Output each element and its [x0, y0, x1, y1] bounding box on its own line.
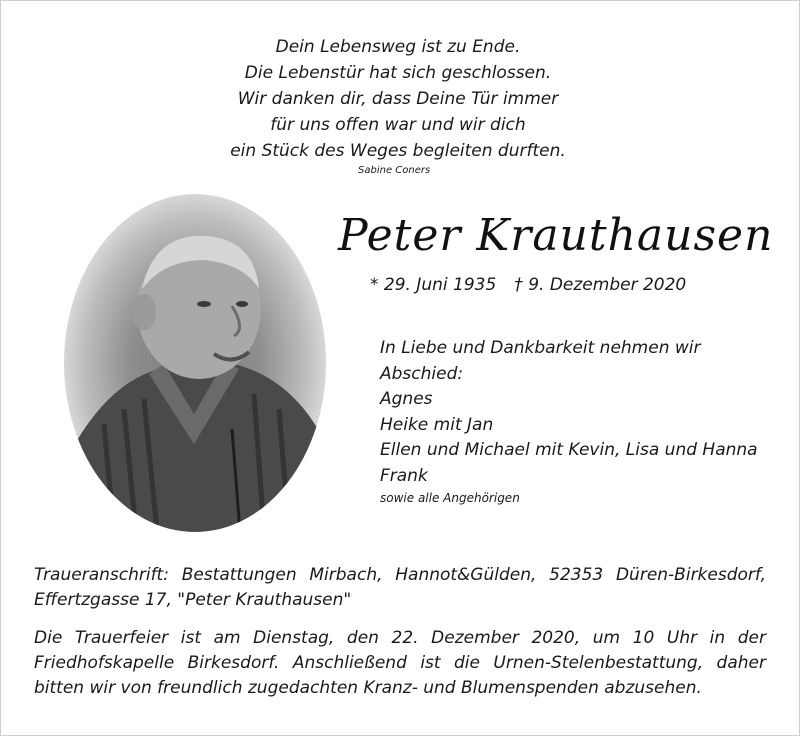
mourners-list [380, 336, 780, 489]
portrait-photo [64, 194, 326, 532]
funeral-address: Traueranschrift: Bestattungen Mirbach, Hannot&Gülden, 52353 Düren-Birkesdorf, Effertzgasse 17, "Peter Krauthausen" [34, 565, 766, 610]
death-date: † 9. Dezember 2020 [514, 275, 687, 295]
relatives-note: sowie alle Angehörigen [380, 491, 520, 505]
mourners-line: Heike mit Jan [380, 414, 494, 435]
mourners-line: Frank [380, 465, 428, 486]
birth-date: * 29. Juni 1935 [370, 275, 497, 295]
poem-line: Die Lebenstür hat sich geschlossen. [244, 63, 552, 83]
mourners-line: Abschied: [380, 363, 464, 384]
portrait-illustration [64, 194, 326, 532]
poem-line: Dein Lebensweg ist zu Ende. [275, 37, 521, 57]
poem-author: Sabine Coners [358, 165, 431, 176]
memorial-poem [0, 34, 796, 164]
mourners-line: In Liebe und Dankbarkeit nehmen wir [380, 338, 701, 358]
poem-line: für uns offen war und wir dich [270, 115, 526, 135]
mourners-line: Ellen und Michael mit Kevin, Lisa und Hanna [380, 440, 758, 460]
deceased-name: Peter Krauthausen [338, 210, 774, 261]
life-dates [370, 275, 686, 295]
mourners-line: Agnes [380, 389, 433, 409]
poem-line: Wir danken dir, dass Deine Tür immer [237, 89, 559, 109]
ceremony-info: Die Trauerfeier ist am Dienstag, den 22. Dezember 2020, um 10 Uhr in der Friedhofskapelle Birkesdorf. Anschließend ist die Urnen-Stelenbestattung, daher bitten wir von freundlich zugedachten Kranz- und Blumenspenden abzusehen. [34, 628, 766, 698]
poem-line: ein Stück des Weges begleiten durften. [230, 141, 566, 161]
